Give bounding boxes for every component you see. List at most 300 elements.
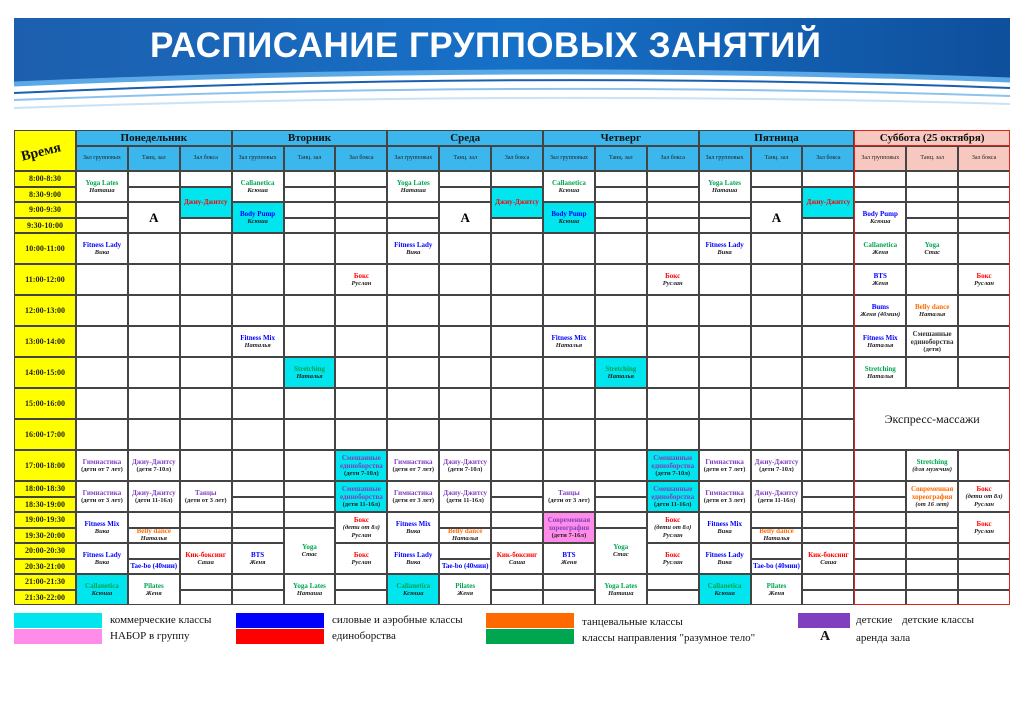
class-slot (958, 264, 1010, 295)
class-slot (180, 543, 232, 574)
class-instructor: Наталья (867, 341, 894, 349)
class-name: Джиу-Джитсу (754, 488, 799, 497)
empty-slot (232, 450, 284, 481)
empty-slot (284, 264, 336, 295)
class-name: Гимнастика (82, 488, 122, 497)
class-name: Смешанные единоборства (340, 484, 383, 501)
empty-slot (595, 497, 647, 513)
class-name: Belly dance (136, 527, 172, 536)
time-cell: 14:00-15:00 (14, 357, 76, 388)
empty-slot (595, 295, 647, 326)
class-instructor: Наталья (452, 535, 479, 543)
class-name: Бокс (353, 271, 369, 280)
empty-slot (387, 202, 439, 218)
class-instructor: Наташа (400, 186, 426, 194)
class-slot (802, 543, 854, 574)
class-instructor: Наталья (296, 372, 323, 380)
empty-slot (906, 574, 958, 590)
day-header: Суббота (25 октября) (854, 130, 1010, 146)
time-cell: 13:00-14:00 (14, 326, 76, 357)
empty-slot (751, 171, 803, 187)
legend-rent-symbol: A (820, 629, 831, 644)
empty-slot (180, 388, 232, 419)
day-header: Вторник (232, 130, 388, 146)
class-instructor: (дети 11-16л) (135, 496, 173, 504)
legend-swatch-razumnoe-telo (486, 629, 574, 644)
class-name: A (771, 209, 782, 225)
empty-slot (439, 326, 491, 357)
class-slot (387, 450, 439, 481)
room-header: Танц. зал (439, 146, 491, 171)
class-instructor: Вика (406, 248, 421, 256)
empty-slot (128, 388, 180, 419)
class-instructor: (дети от 3 лет) (703, 496, 746, 504)
empty-slot (491, 419, 543, 450)
class-instructor: Вика (717, 248, 732, 256)
class-name: Yoga Lates (293, 581, 326, 590)
empty-slot (854, 528, 906, 544)
empty-slot (491, 574, 543, 590)
empty-slot (284, 512, 336, 528)
empty-slot (76, 326, 128, 357)
empty-slot (284, 481, 336, 497)
empty-slot (335, 326, 387, 357)
class-slot (647, 481, 699, 512)
empty-slot (439, 419, 491, 450)
empty-slot (854, 543, 906, 559)
empty-slot (491, 233, 543, 264)
empty-slot (335, 357, 387, 388)
class-instructor: (дети от 7 лет) (392, 465, 435, 473)
empty-slot (543, 574, 595, 590)
legend-swatch-detskie (798, 613, 850, 628)
time-cell: 11:00-12:00 (14, 264, 76, 295)
class-instructor: Вика (406, 527, 421, 535)
class-instructor: Ксюша (714, 589, 735, 597)
empty-slot (958, 357, 1010, 388)
class-instructor: Женя (457, 589, 474, 597)
legend (14, 610, 1010, 650)
class-instructor: Стас (613, 550, 629, 558)
class-name: Джиу-Джитсу (131, 488, 176, 497)
class-name: Tae-bo (40мин) (753, 562, 800, 571)
empty-slot (802, 326, 854, 357)
empty-slot (491, 357, 543, 388)
class-name: Callanetica (85, 581, 119, 590)
legend-label-silovye: силовые и аэробные классы (332, 614, 463, 626)
empty-slot (491, 388, 543, 419)
empty-slot (128, 326, 180, 357)
class-slot (751, 528, 803, 544)
empty-slot (491, 171, 543, 187)
room-header: Зал бокса (180, 146, 232, 171)
empty-slot (128, 187, 180, 203)
empty-slot (232, 590, 284, 606)
class-name: Бокс (976, 484, 992, 493)
class-instructor: Наташа (608, 589, 634, 597)
empty-slot (699, 295, 751, 326)
class-slot (284, 357, 336, 388)
class-name: Yoga (924, 240, 940, 249)
empty-slot (284, 171, 336, 187)
room-header: Зал бокса (491, 146, 543, 171)
empty-slot (335, 218, 387, 234)
class-slot (751, 559, 803, 575)
room-header: Зал бокса (335, 146, 387, 171)
empty-slot (232, 497, 284, 513)
time-cell: 9:00-9:30 (14, 202, 76, 218)
empty-slot (854, 512, 906, 528)
empty-slot (751, 295, 803, 326)
empty-slot (180, 295, 232, 326)
empty-slot (751, 326, 803, 357)
class-slot (491, 187, 543, 218)
class-slot (387, 574, 439, 605)
empty-slot (439, 264, 491, 295)
empty-slot (647, 419, 699, 450)
empty-slot (595, 202, 647, 218)
rent-slot (439, 202, 491, 233)
class-name: Бокс (665, 515, 681, 524)
empty-slot (180, 574, 232, 590)
empty-slot (647, 574, 699, 590)
empty-slot (699, 202, 751, 218)
class-slot (543, 512, 595, 543)
class-name: Джиу-Джитсу (443, 457, 488, 466)
class-slot (699, 574, 751, 605)
empty-slot (284, 419, 336, 450)
empty-slot (595, 264, 647, 295)
rent-slot (128, 202, 180, 233)
class-instructor: (дети 11-16л) (342, 500, 381, 508)
time-cell: 12:00-13:00 (14, 295, 76, 326)
class-slot (232, 171, 284, 202)
empty-slot (335, 419, 387, 450)
class-name: Fitness Mix (240, 333, 275, 342)
class-name: Танцы (558, 488, 580, 497)
class-instructor: (дети 11-16л) (757, 496, 796, 504)
empty-slot (647, 326, 699, 357)
empty-slot (491, 512, 543, 528)
class-instructor: Женя (872, 248, 889, 256)
empty-slot (958, 559, 1010, 575)
class-name: Fitness Lady (705, 240, 744, 249)
class-instructor: (дети 7-10л) (136, 465, 172, 473)
class-slot (854, 295, 906, 326)
empty-slot (854, 574, 906, 590)
class-slot (232, 326, 284, 357)
legend-label-commercial: коммерческие классы (110, 614, 212, 626)
class-name: Бокс (353, 550, 369, 559)
class-instructor: (дети 7-10л) (344, 469, 379, 477)
class-instructor: (дети 7-10л) (759, 465, 794, 473)
class-instructor: Наталья (763, 535, 790, 543)
class-name: A (460, 209, 470, 225)
class-slot (958, 512, 1010, 543)
day-header: Среда (387, 130, 543, 146)
empty-slot (906, 218, 958, 234)
class-instructor: (дети 7-16л) (551, 531, 587, 539)
class-slot (647, 450, 699, 481)
empty-slot (906, 171, 958, 187)
class-instructor: Ксюша (558, 186, 580, 194)
empty-slot (439, 187, 491, 203)
empty-slot (647, 233, 699, 264)
class-instructor: Ксюша (558, 217, 580, 225)
empty-slot (128, 543, 180, 559)
time-cell: 17:00-18:00 (14, 450, 76, 481)
room-header: Танц. зал (906, 146, 958, 171)
class-instructor: Руслан (662, 279, 683, 287)
class-name: Fitness Lady (82, 240, 122, 249)
class-instructor: (дети от 7 лет) (81, 465, 123, 473)
empty-slot (802, 528, 854, 544)
class-name: Stretching (864, 364, 896, 373)
class-instructor: Вика (94, 558, 110, 566)
class-instructor: Наталья (919, 310, 946, 318)
class-instructor: Наташа (711, 186, 738, 194)
class-instructor: Ксюша (91, 589, 113, 597)
class-slot (906, 450, 958, 481)
empty-slot (180, 326, 232, 357)
class-slot (595, 528, 647, 575)
class-slot (699, 543, 751, 574)
empty-slot (387, 357, 439, 388)
class-name: Stretching (916, 457, 948, 466)
class-instructor: Вика (406, 558, 421, 566)
class-name: Смешанные единоборства (651, 484, 695, 501)
rent-slot (751, 202, 803, 233)
class-name: Yoga (613, 542, 629, 551)
empty-slot (491, 450, 543, 481)
empty-slot (595, 388, 647, 419)
class-slot (232, 543, 284, 574)
empty-slot (439, 543, 491, 559)
empty-slot (335, 171, 387, 187)
class-slot (439, 574, 491, 605)
class-instructor: Наталья (867, 372, 894, 380)
class-slot (76, 512, 128, 543)
empty-slot (232, 295, 284, 326)
class-instructor: Вика (717, 558, 732, 566)
class-name: Pilates (766, 581, 787, 590)
class-name: Бокс (976, 519, 992, 528)
empty-slot (335, 388, 387, 419)
empty-slot (751, 233, 803, 264)
time-cell: 15:00-16:00 (14, 388, 76, 419)
day-header: Пятница (699, 130, 855, 146)
empty-slot (335, 590, 387, 606)
class-slot (595, 357, 647, 388)
class-slot (76, 450, 128, 481)
empty-slot (491, 528, 543, 544)
legend-label-edinoborstva: единоборства (332, 630, 396, 642)
class-name: Stretching (293, 364, 325, 373)
class-instructor: Женя (872, 279, 889, 287)
empty-slot (647, 357, 699, 388)
empty-slot (751, 264, 803, 295)
empty-slot (802, 512, 854, 528)
empty-slot (439, 295, 491, 326)
class-slot (439, 528, 491, 544)
empty-slot (802, 264, 854, 295)
class-slot (699, 512, 751, 543)
class-slot (128, 481, 180, 512)
empty-slot (699, 218, 751, 234)
empty-slot (128, 357, 180, 388)
class-slot (647, 512, 699, 543)
class-instructor: Вика (717, 527, 732, 535)
empty-slot (802, 419, 854, 450)
class-slot (543, 171, 595, 202)
time-cell: 8:30-9:00 (14, 187, 76, 203)
class-instructor: (дети 7-10л) (447, 465, 483, 473)
class-slot (180, 187, 232, 218)
class-name: Callanetica (240, 178, 275, 187)
class-name: Tae-bo (40мин) (130, 562, 178, 571)
legend-label-detskie-full: детские классы (902, 614, 975, 626)
class-slot (854, 326, 906, 357)
empty-slot (751, 388, 803, 419)
class-slot (906, 326, 958, 357)
class-instructor: Стас (301, 550, 318, 558)
legend-label-tantsy: танцевальные классы (582, 616, 683, 628)
empty-slot (958, 218, 1010, 234)
empty-slot (232, 481, 284, 497)
empty-slot (958, 233, 1010, 264)
empty-slot (958, 171, 1010, 187)
class-slot (699, 450, 751, 481)
class-name: Бокс (665, 550, 681, 559)
class-slot (180, 481, 232, 512)
time-cell: 19:30-20:00 (14, 528, 76, 544)
empty-slot (543, 295, 595, 326)
class-instructor: Вика (94, 248, 110, 256)
class-slot (906, 233, 958, 264)
class-name: Fitness Lady (705, 550, 744, 559)
empty-slot (595, 171, 647, 187)
empty-slot (543, 264, 595, 295)
empty-slot (335, 202, 387, 218)
class-instructor: Саша (197, 558, 214, 566)
empty-slot (180, 590, 232, 606)
room-header: Танц. зал (751, 146, 803, 171)
empty-slot (854, 481, 906, 497)
class-name: Джиу-Джитсу (754, 457, 799, 466)
empty-slot (491, 590, 543, 606)
class-name: Fitness Mix (395, 519, 431, 528)
empty-slot (284, 497, 336, 513)
empty-slot (232, 264, 284, 295)
empty-slot (802, 233, 854, 264)
class-slot (387, 481, 439, 512)
page-title: РАСПИСАНИЕ ГРУППОВЫХ ЗАНЯТИЙ (150, 26, 822, 65)
class-instructor: Наталья (244, 341, 271, 349)
empty-slot (802, 574, 854, 590)
class-name: Гимнастика (82, 457, 122, 466)
empty-slot (751, 543, 803, 559)
empty-slot (906, 357, 958, 388)
empty-slot (76, 295, 128, 326)
empty-slot (595, 187, 647, 203)
empty-slot (439, 233, 491, 264)
class-instructor: Женя (249, 558, 266, 566)
empty-slot (751, 512, 803, 528)
empty-slot (751, 187, 803, 203)
empty-slot (387, 326, 439, 357)
class-instructor: Руслан (974, 279, 995, 287)
empty-slot (647, 590, 699, 606)
class-name: Body Pump (239, 209, 276, 218)
class-name: Yoga Lates (708, 178, 742, 187)
empty-slot (543, 233, 595, 264)
empty-slot (543, 357, 595, 388)
legend-label-razumnoe-telo: классы направления "разумное тело" (582, 632, 756, 644)
class-instructor: Руслан (351, 558, 372, 566)
empty-slot (854, 171, 906, 187)
class-name: Body Pump (862, 209, 898, 218)
empty-slot (802, 218, 854, 234)
empty-slot (699, 264, 751, 295)
class-instructor: Руслан (351, 279, 372, 287)
class-slot (76, 233, 128, 264)
class-slot (543, 202, 595, 233)
empty-slot (128, 419, 180, 450)
empty-slot (647, 171, 699, 187)
empty-slot (439, 388, 491, 419)
class-slot (543, 543, 595, 574)
class-slot (335, 512, 387, 543)
empty-slot (128, 512, 180, 528)
empty-slot (595, 218, 647, 234)
empty-slot (699, 326, 751, 357)
class-slot (699, 233, 751, 264)
class-name: Кик-боксинг (185, 550, 226, 559)
empty-slot (802, 357, 854, 388)
class-instructor: (от 16 лет) (915, 500, 949, 508)
empty-slot (180, 528, 232, 544)
class-name: Fitness Lady (82, 550, 122, 559)
class-name: Body Pump (551, 209, 587, 218)
room-header: Зал групповых (387, 146, 439, 171)
room-header: Зал групповых (543, 146, 595, 171)
class-instructor: Женя (768, 589, 785, 597)
empty-slot (76, 218, 128, 234)
time-cell: 10:00-11:00 (14, 233, 76, 264)
class-instructor: (дети 11-16л) (653, 500, 692, 508)
class-instructor: Ксюша (247, 186, 268, 194)
class-name: Pilates (455, 581, 476, 590)
class-name: Танцы (194, 488, 217, 497)
legend-label-rent: аренда зала (856, 632, 911, 644)
empty-slot (802, 481, 854, 497)
class-slot (76, 171, 128, 202)
empty-slot (854, 187, 906, 203)
empty-slot (595, 450, 647, 481)
class-slot (439, 559, 491, 575)
empty-slot (232, 233, 284, 264)
class-slot (128, 574, 180, 605)
empty-slot (906, 202, 958, 218)
empty-slot (232, 528, 284, 544)
room-header: Танц. зал (595, 146, 647, 171)
room-header: Зал групповых (232, 146, 284, 171)
empty-slot (647, 388, 699, 419)
time-cell: 18:00-18:30 (14, 481, 76, 497)
empty-slot (491, 264, 543, 295)
class-instructor: (дети 7-10л) (655, 469, 691, 477)
class-slot (854, 264, 906, 295)
